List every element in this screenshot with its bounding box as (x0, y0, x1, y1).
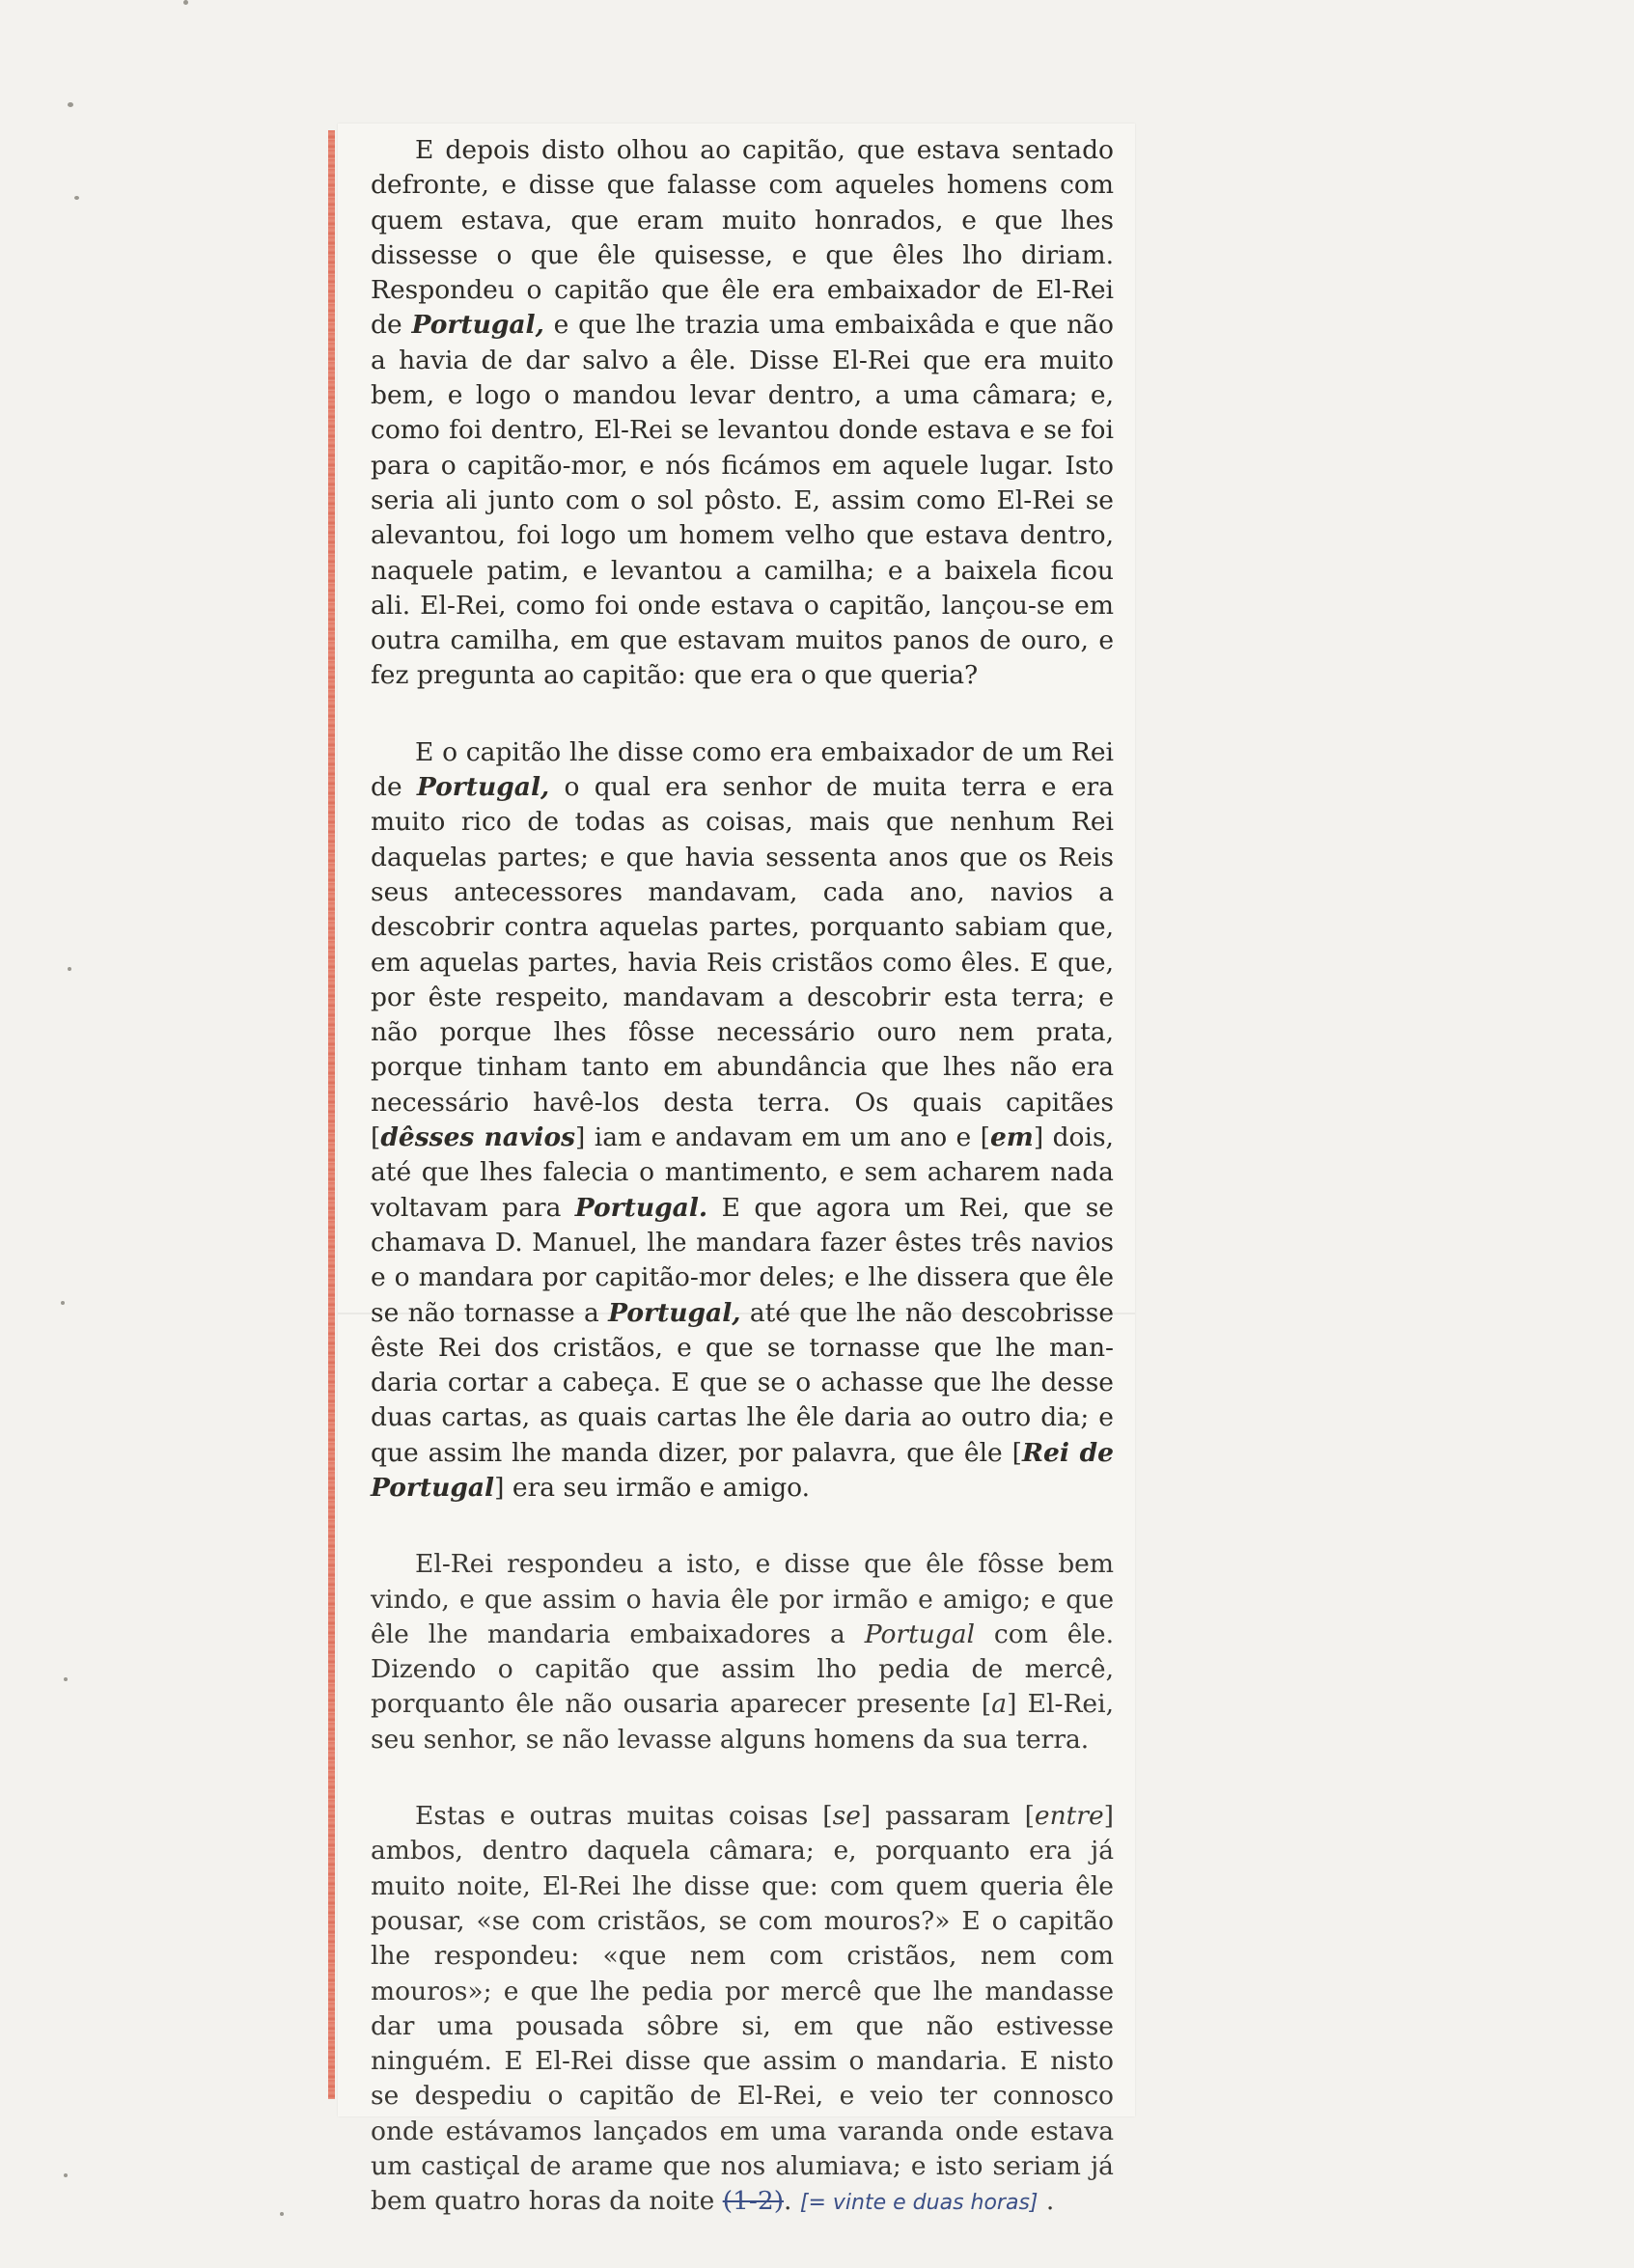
page-speck (64, 1677, 68, 1681)
paragraph (371, 1799, 1114, 2222)
text-run: . (784, 2186, 800, 2217)
text-run: E que agora um Rei, que se chamava D. Manuel, lhe mandara fazer êstes três navios e o mandara por capitão-mor deles; e lhe dissera que êle se não tornasse a (371, 1192, 1114, 1328)
italic-term: Rei de Portugal (371, 1437, 1115, 1503)
text-run: E o capitão lhe disse como era embaixador de um Rei de (371, 736, 1114, 803)
page-speck (74, 196, 79, 200)
text-run: ] era seu irmão e amigo. (494, 1472, 811, 1503)
italic-term: Portugal, (608, 1297, 741, 1328)
text-run: ] passaram [ (860, 1801, 1035, 1832)
page-speck (183, 0, 188, 5)
page-speck (68, 102, 73, 107)
page-speck (61, 1301, 65, 1305)
text-run: Estas e outras muitas coisas [ (415, 1801, 833, 1832)
paragraph (371, 133, 1114, 694)
italic-term: Portugal. (574, 1192, 708, 1223)
text-run: . (1038, 2186, 1055, 2217)
paragraph (371, 735, 1114, 1507)
document-body (371, 133, 1114, 2263)
page-speck (280, 2212, 284, 2216)
italic-term: Portugal, (411, 310, 544, 341)
text-run: o qual era senhor de muita terra e era muito rico de todas as coisas, mais que nenhum Rei daquelas partes; e que havia sessenta anos que os Reis seus antecessores mandavam, cada ano, navios a descobrir contra aquelas partes, porquanto sabiam que, em aquelas partes, havia Reis cristãos como êles. E que, por êste respeito, mandavam a descobrir esta terra; e não porque lhes fôsse necessário ouro nem prata, porque tinham tanto em abundância que lhes não era necessário havê-los desta terra. Os quais capitães [ (371, 772, 1114, 1153)
italic-term: a (991, 1689, 1008, 1720)
text-run: El-Rei respondeu a isto, e disse que êle fôsse bem vindo, e que assim o havia êle por irmão e amigo; e que êle lhe mandaria embaixadores a (371, 1549, 1114, 1649)
page-speck (68, 967, 71, 971)
italic-term: Portugal (864, 1618, 976, 1649)
page-speck (64, 2173, 68, 2177)
italic-term: em (989, 1122, 1034, 1153)
text-run: até que lhe não descobrisse êste Rei dos cristãos, e que se tornasse que lhe mandaria cortar a cabeça. E que se o achasse que lhe desse duas cartas, as quais cartas lhe êle daria ao outro dia; e que assim lhe manda dizer, por palavra, que êle [ (371, 1297, 1114, 1468)
text-run: E depois disto olhou ao capitão, que estava sentado defronte, e disse que falasse com aqueles homens com quem estava, que eram muito honrados, e que lhes dissesse o que êle quisesse, e que êles lho diriam. Respondeu o capitão que êle era embaixador de El-Rei de (371, 135, 1114, 341)
text-run: ] ambos, dentro daquela câmara; e, porquanto era já muito noite, El-Rei lhe disse que: com quem queria êle pousar, «se com cristãos, se com mouros?» E o capitão lhe respondeu: «que nem com cristãos, nem com mouros»; e que lhe pedia por mercê que lhe mandasse dar uma pousada sôbre si, em que não estivesse ninguém. E El-Rei disse que assim o mandaria. E nisto se despediu o capitão de El-Rei, e veio ter connosco onde estávamos lançados em uma varanda onde estava um castiçal de arame que nos alumiava; e isto seriam já bem quatro horas da noite (371, 1801, 1114, 2217)
text-run: com êle. Dizendo o capitão que assim lho pedia de mercê, porquanto êle não ousaria aparecer presente [ (371, 1618, 1114, 1720)
italic-term: dêsses navios (380, 1122, 576, 1153)
text-run: e que lhe trazia uma embaixâda e que não a havia de dar salvo a êle. Disse El-Rei que era muito bem, e logo o mandou levar dentro, a uma câmara; e, como foi dentro, El-Rei se levantou donde estava e se foi para o capitão-mor, e nós ficámos em aquele lugar. Isto seria ali junto com o sol pôsto. E, assim como El-Rei se alevantou, foi logo um homem velho que estava dentro, naquele patim, e levantou a camilha; e a baixela ficou ali. El-Rei, como foi onde estava o capitão, lançou-se em outra camilha, em que estavam muitos panos de ouro, e fez pregunta ao capitão: que era o que queria? (371, 310, 1114, 691)
italic-term: Portugal, (416, 772, 550, 803)
italic-term: entre (1034, 1801, 1104, 1832)
paragraph (371, 1547, 1114, 1757)
red-margin-mark (328, 130, 335, 2099)
struck-out-text: (1-2) (722, 2186, 785, 2217)
text-run: ] iam e andavam em um ano e [ (575, 1122, 990, 1153)
text-run: ] dois, até que lhes falecia o mantimento, e sem acharem nada voltavam para (371, 1122, 1114, 1223)
handwritten-annotation: [= vinte e duas horas] (799, 2191, 1039, 2216)
text-run: ] El-Rei, seu senhor, se não levasse alguns homens da sua terra. (371, 1689, 1114, 1755)
italic-term: se (832, 1801, 861, 1832)
